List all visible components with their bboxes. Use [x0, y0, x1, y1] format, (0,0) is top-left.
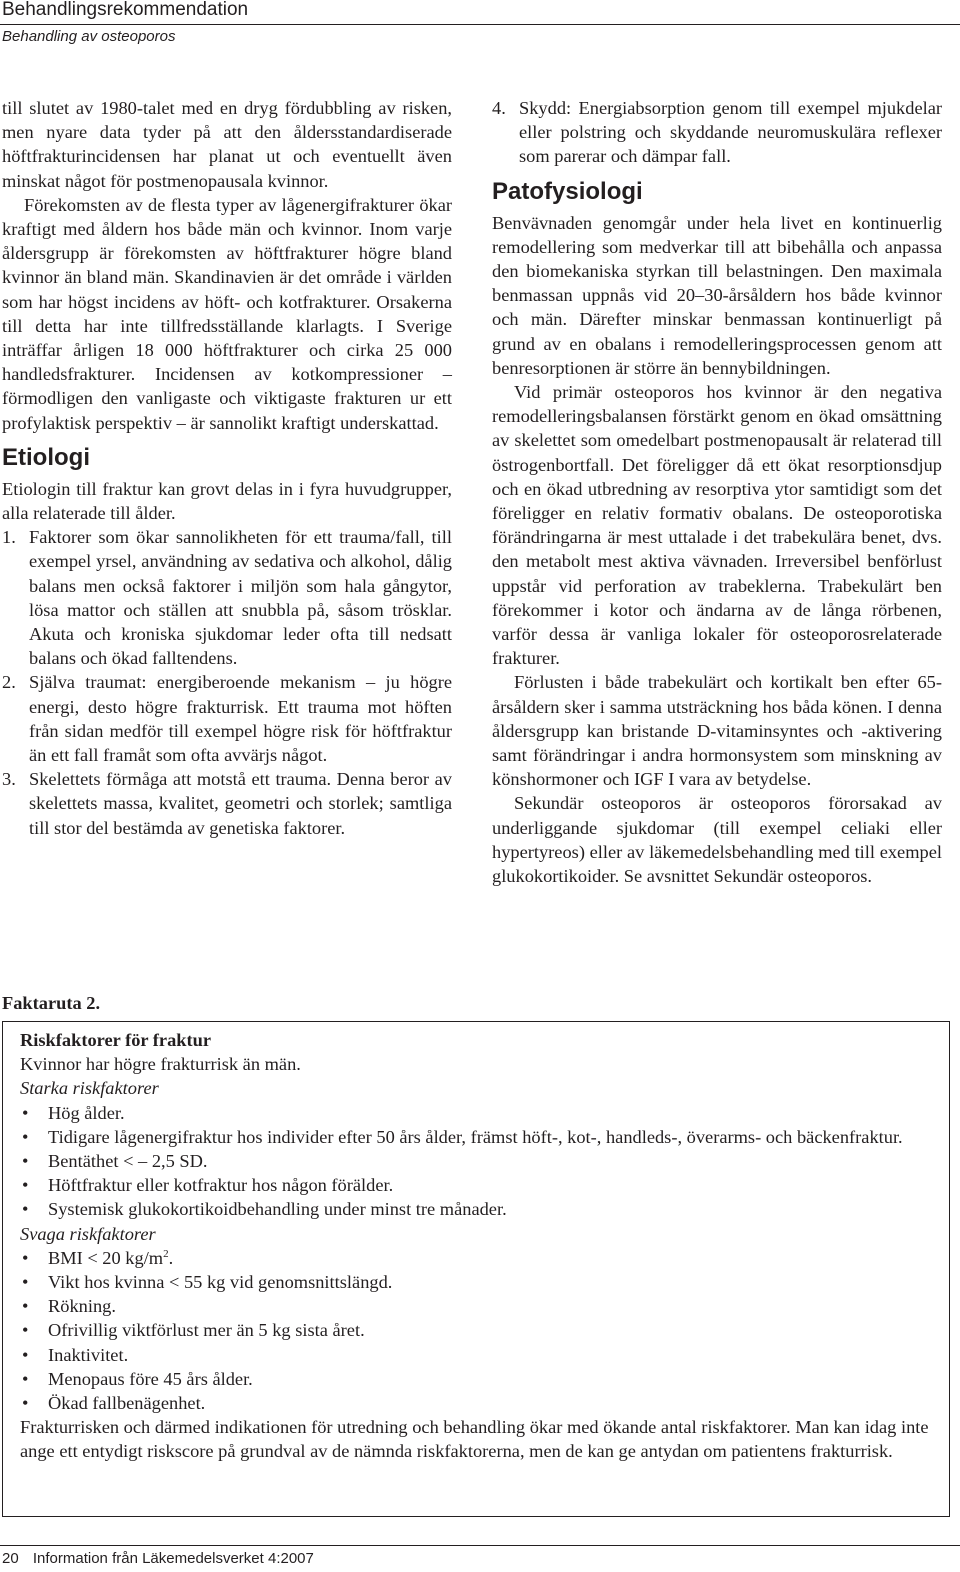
- page-number: 20: [2, 1550, 19, 1567]
- list-item-text: Systemisk glukokortikoidbehandling under minst tre månader.: [48, 1199, 507, 1220]
- list-item-text: Menopaus före 45 års ålder.: [48, 1368, 253, 1389]
- list-item-text: Inaktivitet.: [48, 1344, 129, 1365]
- patofysiologi-heading: Patofysiologi: [492, 177, 643, 205]
- bullet-icon: •: [22, 1102, 29, 1123]
- footer-rule: [0, 1545, 960, 1546]
- factbox-conclusion: Frakturrisken och därmed indikationen för utredning och behandling ökar med ökande antal riskfaktorer. Man kan idag inte ange ett entydigt riskscore på grundval av de nämnda riskfaktorerna, men de kan ge antydan om patientens frakturrisk.: [20, 1417, 929, 1462]
- factbox-intro: Kvinnor har högre frakturrisk än män.: [20, 1054, 301, 1075]
- etiology-factor-2: [2, 670, 452, 767]
- factor-number: 2.: [2, 672, 16, 693]
- list-item-text: Ökad fallbenägenhet.: [48, 1393, 206, 1414]
- factor-text: Skydd: Energiabsorption genom till exempel mjukdelar eller polstring och skyddande neuromuskulära reflexer som parerar och dämpar fall.: [519, 98, 942, 167]
- bullet-icon: •: [22, 1151, 29, 1172]
- list-item: [20, 1318, 937, 1342]
- list-item-text: Rökning.: [48, 1296, 116, 1317]
- factbox-title: Riskfaktorer för fraktur: [20, 1030, 212, 1050]
- factor-text: Skelettets förmåga att motstå ett trauma. Denna beror av skelettets massa, kvalitet, geometri och storlek; samtliga till stor del bestämda av genetiska faktorer.: [29, 769, 452, 838]
- bullet-icon: •: [22, 1296, 29, 1317]
- page-footer: [2, 1549, 314, 1569]
- bmi-superscript: 2: [163, 1247, 169, 1260]
- weak-risk-heading: Svaga riskfaktorer: [20, 1223, 156, 1244]
- strong-risk-list: [20, 1101, 937, 1222]
- list-item: [20, 1101, 937, 1125]
- factor-text: Själva traumat: energiberoende mekanism – ju högre energi, desto högre frakturrisk. Ett trauma mot höften från sidan medför till exempel högre risk för höftfraktur än ett fall framåt som ofta avvärjs något.: [29, 672, 452, 766]
- strong-risk-heading: Starka riskfaktorer: [20, 1078, 159, 1099]
- header-rule: [0, 24, 960, 25]
- list-item: [20, 1270, 937, 1294]
- right-column: [492, 96, 942, 888]
- factor-number: 3.: [2, 769, 16, 790]
- list-item-text: Vikt hos kvinna < 55 kg vid genomsnittslängd.: [48, 1272, 393, 1293]
- risk-factor-box: [2, 1021, 950, 1517]
- left-column: [2, 96, 452, 840]
- factor-number: 1.: [2, 527, 16, 548]
- list-item-text: Tidigare lågenergifraktur hos individer efter 50 års ålder, främst höft-, kot-, handleds-, överarms- och bäckenfraktur.: [48, 1126, 903, 1147]
- primary-osteoporosis-paragraph: Vid primär osteoporos hos kvinnor är den negativa remodelleringsbalansen förstärkt genom en ökad omsättning av skelettet som omedelbart postmenopausalt är relaterad till östrogenbortfall. Det föreligger då ett ökat resorptionsdjup och en ökad utbredning av resorptiva ytor samtidigt som det föreligger en relativ formativ obalans. De osteoporotiska förändringarna är mest uttalade i det trabekulära benet, dvs. den metabolt mest aktiva vävnaden. Irreversibel benförlust uppstår vid perforation av trabeklerna. Trabekulärt ben förekommer i kotor och ändarna av de långa rörbenen, varför dessa är vanliga lokaler för osteoporosrelaterade frakturer.: [492, 382, 942, 669]
- etiologi-heading: Etiologi: [2, 443, 90, 471]
- etiology-factor-4: [492, 96, 942, 169]
- bullet-icon: •: [22, 1368, 29, 1389]
- factor-number: 4.: [492, 98, 506, 118]
- bone-loss-paragraph: Förlusten i både trabekulärt och kortikalt ben efter 65-årsåldern sker i samma utsträckning hos båda könen. I denna åldersgrupp kan bristande D-vitaminsyntes och -aktivering samt förändringar i andra hormonsystem som minskning av könshormoner och IGF I vara av betydelse.: [492, 672, 942, 790]
- list-item: [20, 1367, 937, 1391]
- bullet-icon: •: [22, 1126, 29, 1147]
- factbox-label: Faktaruta 2.: [2, 993, 101, 1013]
- list-item-text: Ofrivillig viktförlust mer än 5 kg sista året.: [48, 1320, 365, 1341]
- etiology-factor-list-continued: [492, 96, 942, 169]
- etiology-factor-1: [2, 525, 452, 670]
- list-item: [20, 1197, 937, 1221]
- list-item: [20, 1125, 937, 1149]
- list-item: [20, 1149, 937, 1173]
- weak-risk-list: [20, 1246, 937, 1415]
- bmi-text: BMI < 20 kg/m: [48, 1247, 164, 1268]
- list-item: [20, 1173, 937, 1197]
- remodelling-paragraph: Benvävnaden genomgår under hela livet en kontinuerlig remodellering som medverkar till att bibehålla och anpassa den biomekaniska styrkan till belastningen. Den maximala benmassan uppnås vid 20–30-årsåldern hos både kvinnor och män. Därefter minskar benmassan kontinuerligt på grund av en obalans i remodelleringsprocessen genom att benresorptionen är större än bennybildningen.: [492, 212, 942, 378]
- incidence-paragraph: Förekomsten av de flesta typer av lågenergifrakturer ökar kraftigt med åldern hos både män och kvinnor. Inom varje åldersgrupp är förekomsten av höftfrakturer högre bland kvinnor än bland män. Skandinavien är det område i världen som har högst incidens av höft- och kotfrakturer. Orsakerna till detta har inte tillfredsställande klarlagts. I Sverige inträffar årligen 18 000 höftfrakturer och cirka 25 000 handledsfrakturer. Incidensen av kotkompressioner – förmodligen den vanligaste och viktigaste frakturen ur ett profylaktisk perspektiv – är sannolikt kraftigt underskattad.: [2, 194, 452, 433]
- etiology-factor-3: [2, 767, 452, 840]
- list-item: [20, 1343, 937, 1367]
- etiologi-intro: Etiologin till fraktur kan grovt delas in i fyra huvudgrupper, alla relaterade till ålder.: [2, 478, 452, 524]
- bullet-icon: •: [22, 1247, 29, 1268]
- publication-name: Information från Läkemedelsverket 4:2007: [32, 1550, 314, 1567]
- bullet-icon: •: [22, 1175, 29, 1196]
- bmi-end: .: [168, 1247, 174, 1268]
- list-item: [20, 1294, 937, 1318]
- bullet-icon: •: [22, 1199, 29, 1220]
- list-item-text: Höftfraktur eller kotfraktur hos någon förälder.: [48, 1175, 394, 1196]
- factor-text: Faktorer som ökar sannolikheten för ett trauma/fall, till exempel yrsel, användning av sedativa och alkohol, dålig balans men också faktorer i miljön som hala gångytor, lösa mattor och ställen att snubbla på, såsom trösklar. Akuta och kroniska sjukdomar leder ofta till nedsatt balans och ökad falltendens.: [29, 527, 452, 669]
- bullet-icon: •: [22, 1344, 29, 1365]
- list-item-text: Bentäthet < – 2,5 SD.: [48, 1151, 208, 1172]
- etiology-factor-list: [2, 525, 452, 840]
- secondary-osteoporosis-paragraph: Sekundär osteoporos är osteoporos förorsakad av underliggande sjukdomar (till exempel celiaki eller hypertyreos) eller av läkemedelsbehandling med till exempel glukokortikoider. Se avsnittet Sekundär osteoporos.: [492, 793, 942, 887]
- running-subtitle: Behandling av osteoporos: [2, 28, 176, 45]
- list-item: [20, 1246, 937, 1270]
- bullet-icon: •: [22, 1320, 29, 1341]
- running-title: Behandlingsrekommendation: [2, 0, 249, 20]
- intro-paragraph: till slutet av 1980-talet med en dryg fördubbling av risken, men nyare data tyder på att den åldersstandardiserade höftfrakturincidensen har planat ut och eventuellt även minskat något för postmenopausala kvinnor.: [2, 98, 452, 191]
- bullet-icon: •: [22, 1393, 29, 1414]
- bullet-icon: •: [22, 1272, 29, 1293]
- list-item: [20, 1391, 937, 1415]
- list-item-text: Hög ålder.: [48, 1102, 125, 1123]
